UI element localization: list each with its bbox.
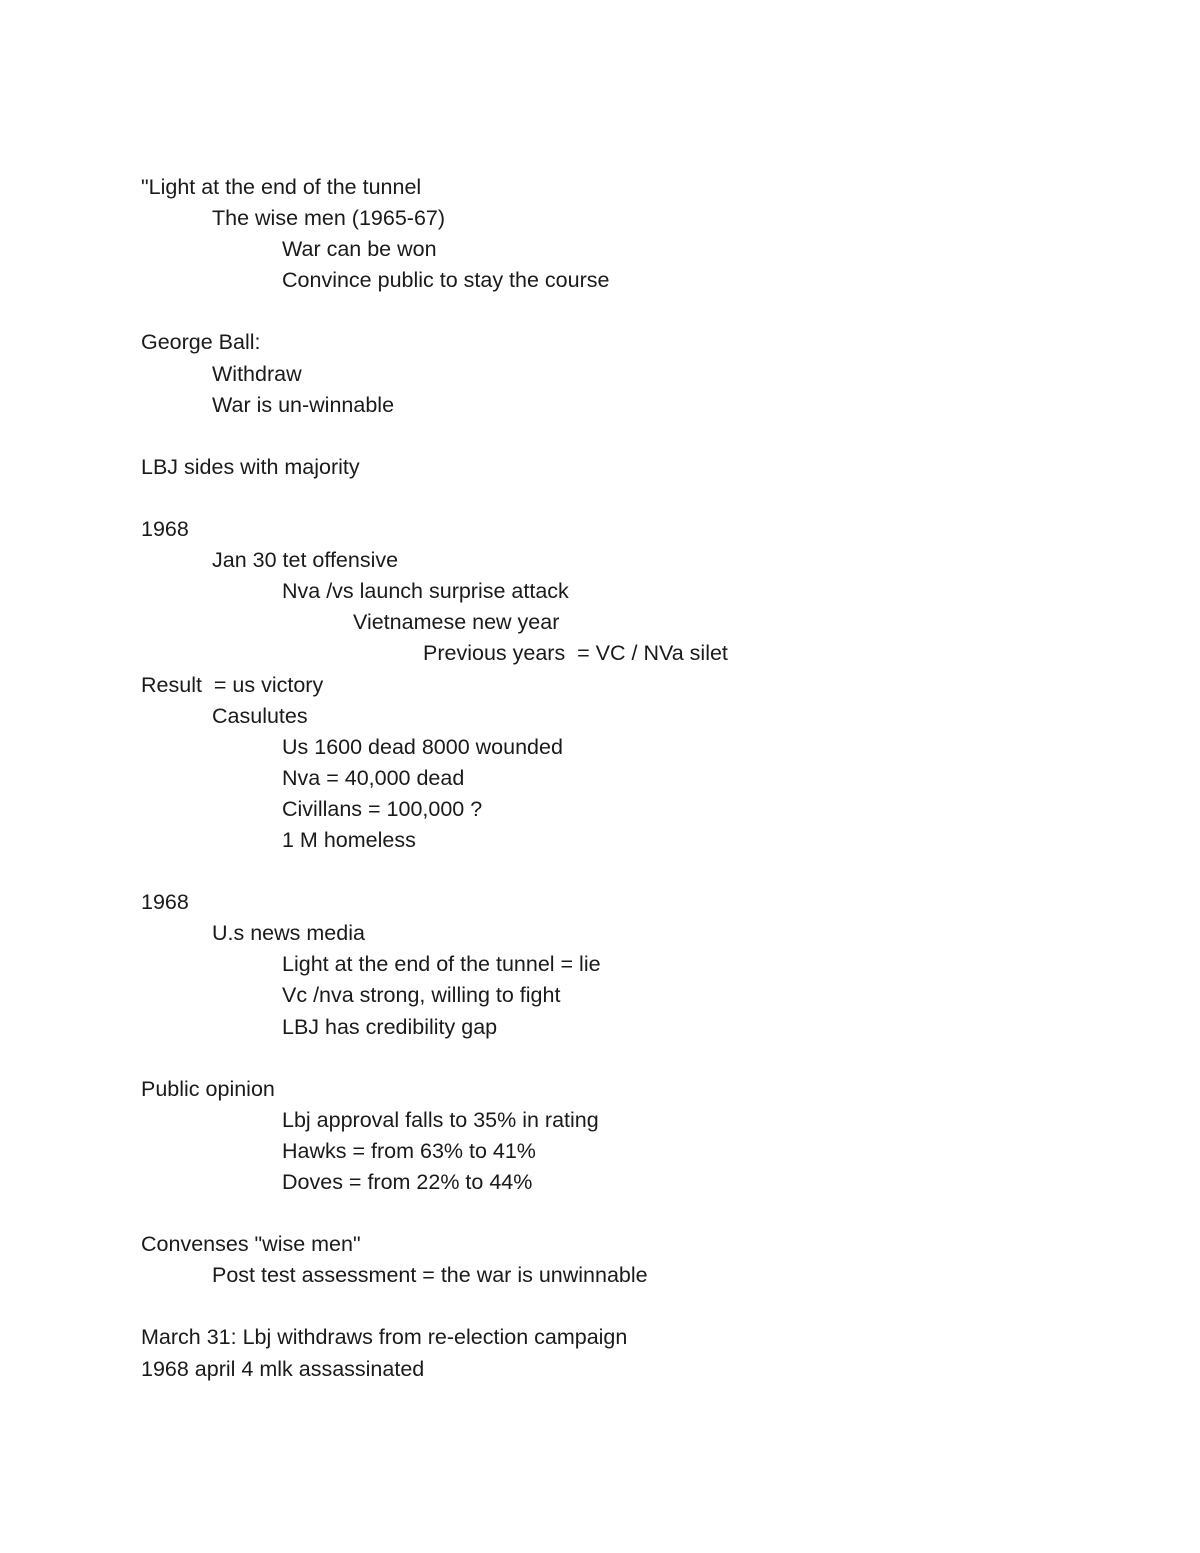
tet-previous: Previous years = VC / NVa silet (423, 641, 728, 666)
casualties-us: Us 1600 dead 8000 wounded (282, 734, 563, 759)
casualties-homeless: 1 M homeless (282, 827, 416, 852)
closing-march: March 31: Lbj withdraws from re-election campaign (141, 1325, 628, 1350)
opinion-hawks: Hawks = from 63% to 41% (282, 1138, 536, 1163)
wise-men-line: The wise men (1965-67) (212, 206, 446, 231)
tet-event: Jan 30 tet offensive (212, 548, 399, 573)
spacer (141, 421, 1141, 452)
casualties-nva: Nva = 40,000 dead (282, 765, 465, 790)
media-heading: U.s news media (212, 921, 365, 946)
spacer (141, 856, 1141, 887)
media-point-2: Vc /nva strong, willing to fight (282, 983, 561, 1008)
tunnel-point-2: Convince public to stay the course (282, 268, 610, 293)
spacer (141, 1043, 1141, 1074)
tet-attack: Nva /vs launch surprise attack (282, 579, 569, 604)
spacer (141, 1198, 1141, 1229)
tet-result: Result = us victory (141, 672, 324, 697)
opinion-heading: Public opinion (141, 1076, 275, 1101)
casualties-civilians: Civillans = 100,000 ? (282, 796, 483, 821)
convenes-heading: Convenses "wise men" (141, 1232, 361, 1257)
notes-body (141, 172, 1141, 1385)
media-point-1: Light at the end of the tunnel = lie (282, 952, 601, 977)
spacer (141, 1291, 1141, 1322)
casualties-label: Casulutes (212, 703, 308, 728)
media-point-3: LBJ has credibility gap (282, 1014, 498, 1039)
convenes-assessment: Post test assessment = the war is unwinnable (212, 1263, 648, 1288)
opinion-approval: Lbj approval falls to 35% in rating (282, 1107, 599, 1132)
lbj-heading: LBJ sides with majority (141, 454, 360, 479)
tet-year: 1968 (141, 517, 189, 542)
ball-point-2: War is un-winnable (212, 392, 395, 417)
media-year: 1968 (141, 890, 189, 915)
spacer (141, 296, 1141, 327)
tet-new-year: Vietnamese new year (353, 610, 560, 635)
tunnel-point-1: War can be won (282, 237, 437, 262)
tunnel-heading: "Light at the end of the tunnel (141, 175, 422, 199)
opinion-doves: Doves = from 22% to 44% (282, 1170, 533, 1194)
closing-mlk: 1968 april 4 mlk assassinated (141, 1356, 425, 1381)
ball-heading: George Ball: (141, 330, 261, 355)
ball-point-1: Withdraw (212, 361, 302, 386)
spacer (141, 483, 1141, 514)
